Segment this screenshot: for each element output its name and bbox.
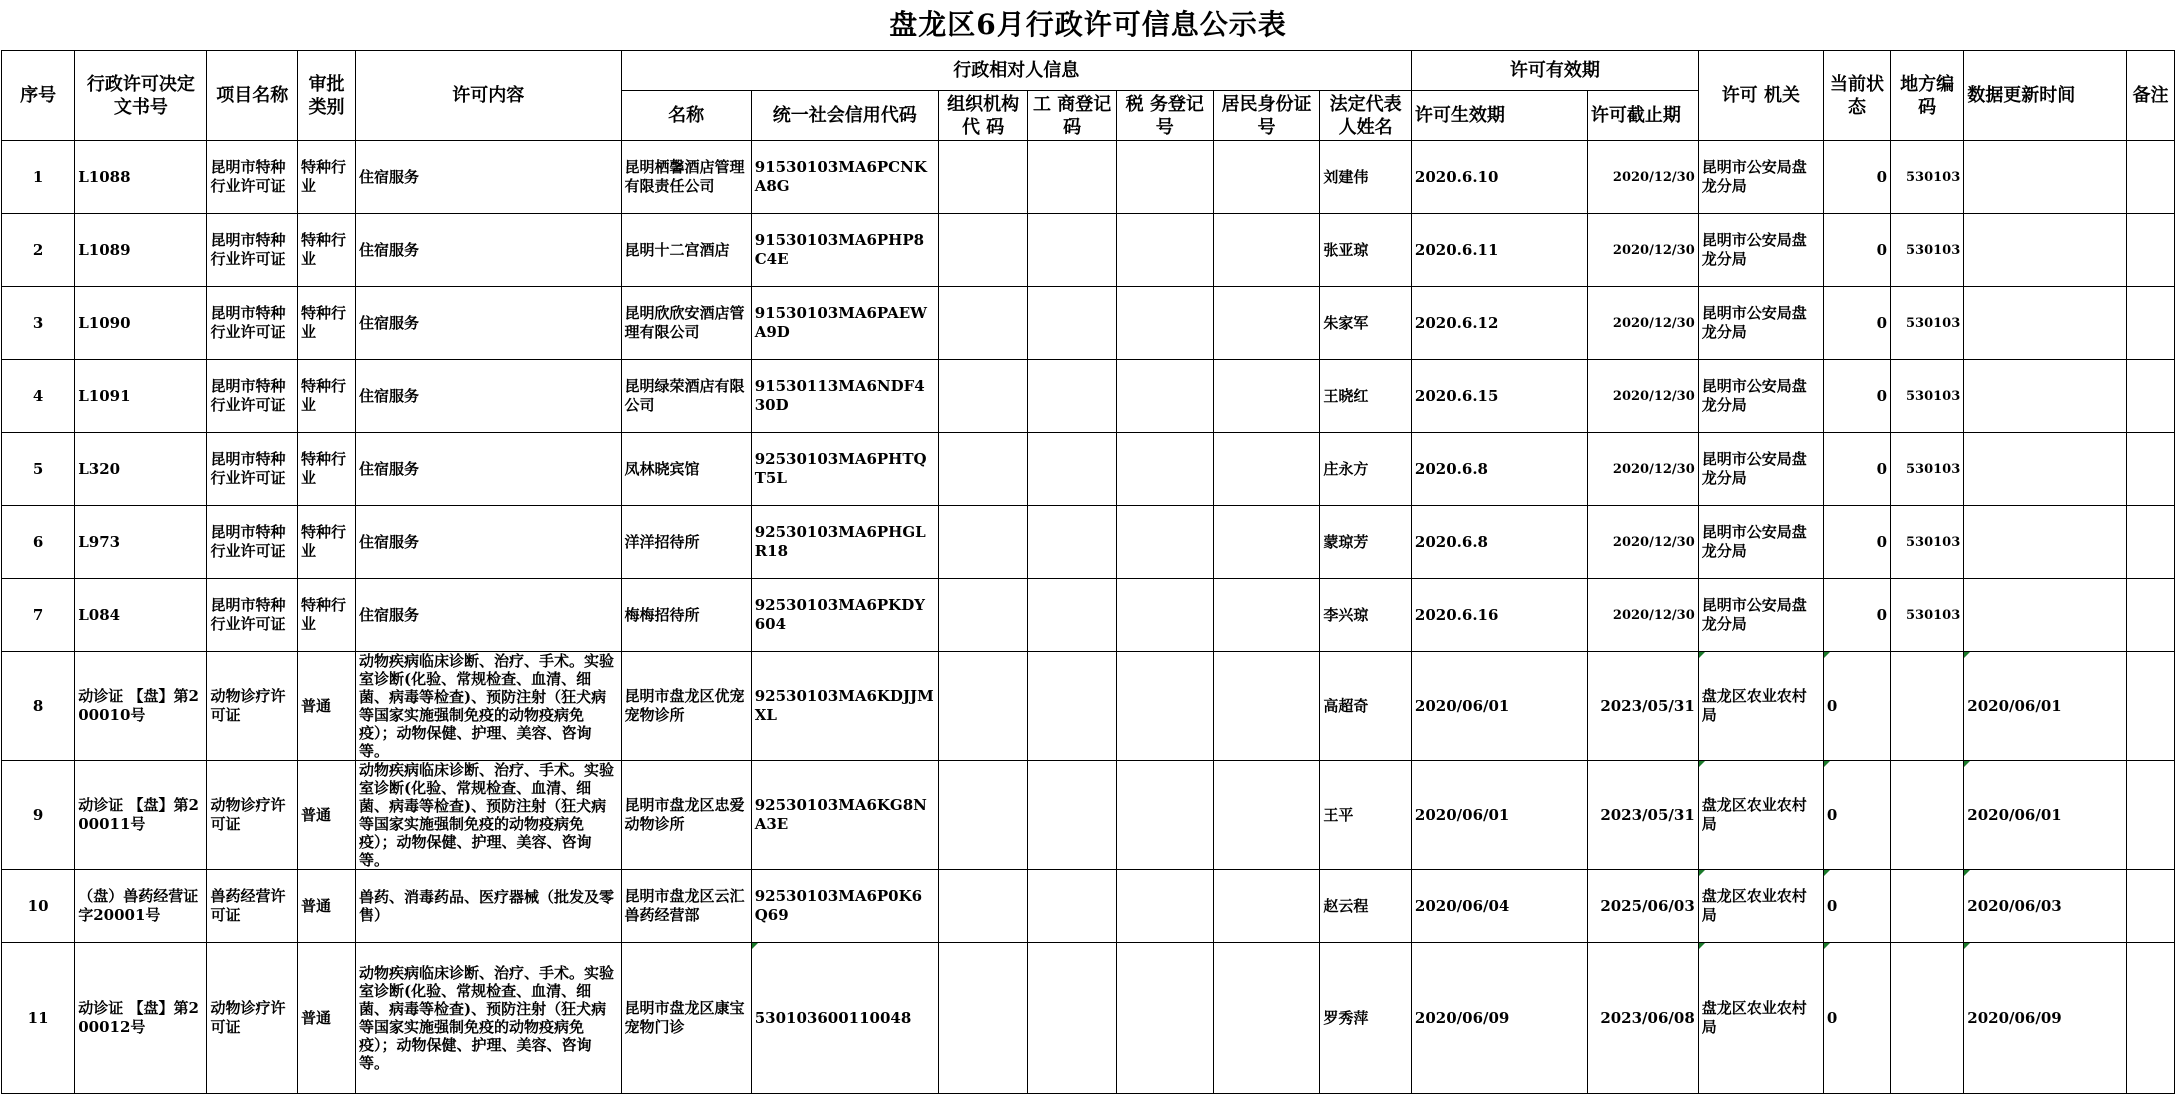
cell-authority[interactable]: 昆明市公安局盘龙分局 <box>1698 360 1823 433</box>
cell-decision-no[interactable]: L084 <box>75 579 207 652</box>
cell-end[interactable]: 2020/12/30 <box>1587 579 1698 652</box>
cell-decision-no[interactable]: （盘）兽药经营证字20001号 <box>75 870 207 943</box>
cell-seq[interactable]: 1 <box>2 141 75 214</box>
cell-name[interactable]: 凤林晓宾馆 <box>621 433 751 506</box>
cell-seq[interactable]: 8 <box>2 652 75 761</box>
cell-start[interactable]: 2020.6.8 <box>1411 506 1587 579</box>
cell-decision-no[interactable]: L1089 <box>75 214 207 287</box>
cell-org-code[interactable] <box>938 761 1028 870</box>
cell-authority[interactable]: 昆明市公安局盘龙分局 <box>1698 214 1823 287</box>
cell-region[interactable]: 530103 <box>1891 579 1964 652</box>
cell-updated[interactable] <box>1964 141 2127 214</box>
cell-authority[interactable]: 盘龙区农业农村局 <box>1698 761 1823 870</box>
cell-end[interactable]: 2020/12/30 <box>1587 287 1698 360</box>
cell-approval-type[interactable]: 普通 <box>298 870 356 943</box>
cell-remark[interactable] <box>2127 506 2175 579</box>
cell-item-name[interactable]: 动物诊疗许可证 <box>207 761 298 870</box>
table-row <box>2 360 2175 433</box>
header-legal-rep: 法定代表人姓名 <box>1320 91 1412 141</box>
header-tax-reg: 税 务登记号 <box>1116 91 1213 141</box>
cell-name[interactable]: 昆明欣欣安酒店管理有限公司 <box>621 287 751 360</box>
cell-region[interactable]: 530103 <box>1891 141 1964 214</box>
cell-remark[interactable] <box>2127 141 2175 214</box>
cell-region[interactable] <box>1891 652 1964 761</box>
header-start: 许可生效期 <box>1411 91 1587 141</box>
table-row <box>2 141 2175 214</box>
cell-id-no[interactable] <box>1213 579 1320 652</box>
cell-status[interactable]: 0 <box>1823 652 1890 761</box>
cell-decision-no[interactable]: L973 <box>75 506 207 579</box>
cell-end[interactable]: 2023/05/31 <box>1587 652 1698 761</box>
header-validity-group: 许可有效期 <box>1411 51 1698 91</box>
cell-credit-code[interactable]: 92530103MA6KG8NA3E <box>751 761 938 870</box>
cell-seq[interactable]: 10 <box>2 870 75 943</box>
cell-biz-reg[interactable] <box>1028 870 1117 943</box>
cell-org-code[interactable] <box>938 943 1028 1094</box>
cell-updated[interactable]: 2020/06/01 <box>1964 652 2127 761</box>
header-status: 当前状态 <box>1823 51 1890 141</box>
cell-seq[interactable]: 6 <box>2 506 75 579</box>
cell-authority[interactable]: 昆明市公安局盘龙分局 <box>1698 141 1823 214</box>
cell-status[interactable]: 0 <box>1823 870 1890 943</box>
cell-name[interactable]: 昆明栖馨酒店管理有限责任公司 <box>621 141 751 214</box>
header-updated: 数据更新时间 <box>1964 51 2127 141</box>
cell-content[interactable]: 动物疾病临床诊断、治疗、手术。实验室诊断(化验、常规检查、血清、细菌、病毒等检查)、预防注射（狂犬病等国家实施强制免疫的动物疫病免疫）；动物保健、护理、美容、咨询等。 <box>356 652 622 761</box>
cell-tax-reg[interactable] <box>1116 652 1213 761</box>
cell-credit-code[interactable]: 91530113MA6NDF430D <box>751 360 938 433</box>
cell-end[interactable]: 2023/06/08 <box>1587 943 1698 1094</box>
cell-status[interactable]: 0 <box>1823 214 1890 287</box>
cell-id-no[interactable] <box>1213 433 1320 506</box>
cell-updated[interactable]: 2020/06/01 <box>1964 761 2127 870</box>
cell-status[interactable]: 0 <box>1823 141 1890 214</box>
cell-remark[interactable] <box>2127 943 2175 1094</box>
cell-biz-reg[interactable] <box>1028 761 1117 870</box>
table-row <box>2 943 2175 1094</box>
cell-remark[interactable] <box>2127 870 2175 943</box>
cell-content[interactable]: 住宿服务 <box>356 433 622 506</box>
cell-updated[interactable] <box>1964 360 2127 433</box>
cell-updated[interactable] <box>1964 287 2127 360</box>
header-authority: 许可 机关 <box>1698 51 1823 141</box>
cell-remark[interactable] <box>2127 579 2175 652</box>
cell-legal-rep[interactable]: 王晓红 <box>1320 360 1412 433</box>
cell-region[interactable]: 530103 <box>1891 506 1964 579</box>
cell-decision-no[interactable]: L320 <box>75 433 207 506</box>
header-id-no: 居民身份证号 <box>1213 91 1320 141</box>
cell-legal-rep[interactable]: 李兴琼 <box>1320 579 1412 652</box>
cell-org-code[interactable] <box>938 141 1028 214</box>
cell-credit-code[interactable]: 91530103MA6PAEWA9D <box>751 287 938 360</box>
cell-approval-type[interactable]: 特种行业 <box>298 141 356 214</box>
cell-remark[interactable] <box>2127 761 2175 870</box>
header-name: 名称 <box>621 91 751 141</box>
cell-start[interactable]: 2020.6.12 <box>1411 287 1587 360</box>
cell-approval-type[interactable]: 普通 <box>298 652 356 761</box>
cell-credit-code[interactable]: 92530103MA6PHGLR18 <box>751 506 938 579</box>
cell-start[interactable]: 2020.6.8 <box>1411 433 1587 506</box>
cell-decision-no[interactable]: L1090 <box>75 287 207 360</box>
cell-remark[interactable] <box>2127 214 2175 287</box>
cell-start[interactable]: 2020/06/01 <box>1411 652 1587 761</box>
cell-region[interactable] <box>1891 870 1964 943</box>
cell-authority[interactable]: 盘龙区农业农村局 <box>1698 943 1823 1094</box>
cell-tax-reg[interactable] <box>1116 506 1213 579</box>
cell-item-name[interactable]: 昆明市特种行业许可证 <box>207 214 298 287</box>
cell-biz-reg[interactable] <box>1028 506 1117 579</box>
cell-org-code[interactable] <box>938 870 1028 943</box>
cell-updated[interactable] <box>1964 433 2127 506</box>
table-row <box>2 506 2175 579</box>
header-counterpart-group: 行政相对人信息 <box>621 51 1411 91</box>
cell-updated[interactable] <box>1964 214 2127 287</box>
table-row <box>2 214 2175 287</box>
cell-decision-no[interactable]: 动诊证 【盘】第200010号 <box>75 652 207 761</box>
cell-tax-reg[interactable] <box>1116 433 1213 506</box>
header-end: 许可截止期 <box>1587 91 1698 141</box>
cell-start[interactable]: 2020/06/04 <box>1411 870 1587 943</box>
table-row <box>2 652 2175 761</box>
cell-item-name[interactable]: 昆明市特种行业许可证 <box>207 506 298 579</box>
cell-status[interactable]: 0 <box>1823 433 1890 506</box>
header-approval-type: 审批类别 <box>298 51 356 141</box>
cell-credit-code[interactable]: 530103600110048 <box>751 943 938 1094</box>
table-row <box>2 579 2175 652</box>
cell-seq[interactable]: 5 <box>2 433 75 506</box>
cell-name[interactable]: 梅梅招待所 <box>621 579 751 652</box>
cell-start[interactable]: 2020.6.15 <box>1411 360 1587 433</box>
cell-biz-reg[interactable] <box>1028 433 1117 506</box>
header-content: 许可内容 <box>356 51 622 141</box>
cell-content[interactable]: 住宿服务 <box>356 141 622 214</box>
cell-content[interactable]: 动物疾病临床诊断、治疗、手术。实验室诊断(化验、常规检查、血清、细菌、病毒等检查)、预防注射（狂犬病等国家实施强制免疫的动物疫病免疫）；动物保健、护理、美容、咨询等。 <box>356 943 622 1094</box>
cell-approval-type[interactable]: 普通 <box>298 943 356 1094</box>
cell-seq[interactable]: 3 <box>2 287 75 360</box>
cell-content[interactable]: 住宿服务 <box>356 506 622 579</box>
cell-seq[interactable]: 7 <box>2 579 75 652</box>
cell-decision-no[interactable]: 动诊证 【盘】第200011号 <box>75 761 207 870</box>
cell-biz-reg[interactable] <box>1028 141 1117 214</box>
cell-end[interactable]: 2025/06/03 <box>1587 870 1698 943</box>
cell-id-no[interactable] <box>1213 360 1320 433</box>
cell-end[interactable]: 2020/12/30 <box>1587 360 1698 433</box>
cell-tax-reg[interactable] <box>1116 870 1213 943</box>
cell-item-name[interactable]: 动物诊疗许可证 <box>207 652 298 761</box>
cell-start[interactable]: 2020.6.16 <box>1411 579 1587 652</box>
cell-id-no[interactable] <box>1213 141 1320 214</box>
cell-region[interactable]: 530103 <box>1891 433 1964 506</box>
cell-decision-no[interactable]: L1091 <box>75 360 207 433</box>
cell-status[interactable]: 0 <box>1823 506 1890 579</box>
cell-approval-type[interactable]: 特种行业 <box>298 360 356 433</box>
cell-start[interactable]: 2020/06/09 <box>1411 943 1587 1094</box>
cell-content[interactable]: 住宿服务 <box>356 360 622 433</box>
cell-end[interactable]: 2020/12/30 <box>1587 214 1698 287</box>
cell-credit-code[interactable]: 92530103MA6KDJJMXL <box>751 652 938 761</box>
table-row <box>2 287 2175 360</box>
cell-id-no[interactable] <box>1213 287 1320 360</box>
cell-org-code[interactable] <box>938 360 1028 433</box>
cell-credit-code[interactable]: 91530103MA6PCNKA8G <box>751 141 938 214</box>
cell-seq[interactable]: 11 <box>2 943 75 1094</box>
cell-authority[interactable]: 昆明市公安局盘龙分局 <box>1698 506 1823 579</box>
cell-status[interactable]: 0 <box>1823 360 1890 433</box>
cell-approval-type[interactable]: 特种行业 <box>298 506 356 579</box>
cell-name[interactable]: 昆明市盘龙区云汇兽药经营部 <box>621 870 751 943</box>
cell-id-no[interactable] <box>1213 943 1320 1094</box>
header-biz-reg: 工 商登记码 <box>1028 91 1117 141</box>
cell-legal-rep[interactable]: 王平 <box>1320 761 1412 870</box>
cell-region[interactable] <box>1891 943 1964 1094</box>
cell-remark[interactable] <box>2127 360 2175 433</box>
cell-credit-code[interactable]: 92530103MA6P0K6Q69 <box>751 870 938 943</box>
cell-tax-reg[interactable] <box>1116 141 1213 214</box>
cell-status[interactable]: 0 <box>1823 579 1890 652</box>
cell-approval-type[interactable]: 特种行业 <box>298 214 356 287</box>
cell-credit-code[interactable]: 92530103MA6PKDY604 <box>751 579 938 652</box>
cell-legal-rep[interactable]: 罗秀萍 <box>1320 943 1412 1094</box>
cell-end[interactable]: 2020/12/30 <box>1587 141 1698 214</box>
cell-legal-rep[interactable]: 朱家军 <box>1320 287 1412 360</box>
cell-approval-type[interactable]: 特种行业 <box>298 579 356 652</box>
cell-tax-reg[interactable] <box>1116 943 1213 1094</box>
cell-content[interactable]: 兽药、消毒药品、医疗器械（批发及零售） <box>356 870 622 943</box>
cell-biz-reg[interactable] <box>1028 360 1117 433</box>
cell-id-no[interactable] <box>1213 652 1320 761</box>
cell-tax-reg[interactable] <box>1116 214 1213 287</box>
cell-content[interactable]: 住宿服务 <box>356 579 622 652</box>
cell-seq[interactable]: 9 <box>2 761 75 870</box>
cell-seq[interactable]: 2 <box>2 214 75 287</box>
cell-seq[interactable]: 4 <box>2 360 75 433</box>
cell-legal-rep[interactable]: 庄永方 <box>1320 433 1412 506</box>
cell-status[interactable]: 0 <box>1823 943 1890 1094</box>
cell-legal-rep[interactable]: 刘建伟 <box>1320 141 1412 214</box>
cell-item-name[interactable]: 昆明市特种行业许可证 <box>207 433 298 506</box>
cell-item-name[interactable]: 昆明市特种行业许可证 <box>207 287 298 360</box>
cell-credit-code[interactable]: 91530103MA6PHP8C4E <box>751 214 938 287</box>
cell-name[interactable]: 昆明十二宫酒店 <box>621 214 751 287</box>
cell-approval-type[interactable]: 普通 <box>298 761 356 870</box>
cell-biz-reg[interactable] <box>1028 287 1117 360</box>
cell-remark[interactable] <box>2127 287 2175 360</box>
cell-content[interactable]: 住宿服务 <box>356 214 622 287</box>
cell-item-name[interactable]: 动物诊疗许可证 <box>207 943 298 1094</box>
cell-biz-reg[interactable] <box>1028 214 1117 287</box>
cell-tax-reg[interactable] <box>1116 761 1213 870</box>
cell-tax-reg[interactable] <box>1116 360 1213 433</box>
cell-decision-no[interactable]: 动诊证 【盘】第200012号 <box>75 943 207 1094</box>
cell-authority[interactable]: 昆明市公安局盘龙分局 <box>1698 287 1823 360</box>
cell-status[interactable]: 0 <box>1823 761 1890 870</box>
cell-org-code[interactable] <box>938 579 1028 652</box>
cell-approval-type[interactable]: 特种行业 <box>298 433 356 506</box>
cell-approval-type[interactable]: 特种行业 <box>298 287 356 360</box>
cell-name[interactable]: 昆明市盘龙区康宝宠物门诊 <box>621 943 751 1094</box>
cell-end[interactable]: 2023/05/31 <box>1587 761 1698 870</box>
cell-legal-rep[interactable]: 张亚琼 <box>1320 214 1412 287</box>
cell-region[interactable]: 530103 <box>1891 287 1964 360</box>
cell-status[interactable]: 0 <box>1823 287 1890 360</box>
header-credit-code: 统一社会信用代码 <box>751 91 938 141</box>
cell-item-name[interactable]: 兽药经营许可证 <box>207 870 298 943</box>
permit-table <box>1 50 2175 1094</box>
cell-decision-no[interactable]: L1088 <box>75 141 207 214</box>
cell-authority[interactable]: 昆明市公安局盘龙分局 <box>1698 579 1823 652</box>
cell-name[interactable]: 昆明市盘龙区忠爱动物诊所 <box>621 761 751 870</box>
cell-start[interactable]: 2020.6.11 <box>1411 214 1587 287</box>
cell-legal-rep[interactable]: 赵云程 <box>1320 870 1412 943</box>
cell-item-name[interactable]: 昆明市特种行业许可证 <box>207 579 298 652</box>
cell-item-name[interactable]: 昆明市特种行业许可证 <box>207 360 298 433</box>
cell-updated[interactable]: 2020/06/09 <box>1964 943 2127 1094</box>
cell-region[interactable] <box>1891 761 1964 870</box>
cell-name[interactable]: 昆明市盘龙区优宠宠物诊所 <box>621 652 751 761</box>
cell-name[interactable]: 洋洋招待所 <box>621 506 751 579</box>
cell-org-code[interactable] <box>938 652 1028 761</box>
cell-start[interactable]: 2020.6.10 <box>1411 141 1587 214</box>
cell-name[interactable]: 昆明绿荣酒店有限公司 <box>621 360 751 433</box>
cell-legal-rep[interactable]: 高超奇 <box>1320 652 1412 761</box>
cell-item-name[interactable]: 昆明市特种行业许可证 <box>207 141 298 214</box>
cell-region[interactable]: 530103 <box>1891 360 1964 433</box>
cell-id-no[interactable] <box>1213 506 1320 579</box>
header-item-name: 项目名称 <box>207 51 298 141</box>
cell-legal-rep[interactable]: 蒙琼芳 <box>1320 506 1412 579</box>
cell-updated[interactable] <box>1964 579 2127 652</box>
cell-authority[interactable]: 盘龙区农业农村局 <box>1698 652 1823 761</box>
header-org-code: 组织机构代 码 <box>938 91 1028 141</box>
cell-end[interactable]: 2020/12/30 <box>1587 506 1698 579</box>
cell-id-no[interactable] <box>1213 870 1320 943</box>
cell-id-no[interactable] <box>1213 214 1320 287</box>
table-row <box>2 870 2175 943</box>
cell-authority[interactable]: 昆明市公安局盘龙分局 <box>1698 433 1823 506</box>
cell-region[interactable]: 530103 <box>1891 214 1964 287</box>
cell-updated[interactable]: 2020/06/03 <box>1964 870 2127 943</box>
cell-content[interactable]: 住宿服务 <box>356 287 622 360</box>
cell-biz-reg[interactable] <box>1028 579 1117 652</box>
cell-org-code[interactable] <box>938 506 1028 579</box>
cell-remark[interactable] <box>2127 652 2175 761</box>
header-remark: 备注 <box>2127 51 2175 141</box>
header-decision-no: 行政许可决定文书号 <box>75 51 207 141</box>
cell-credit-code[interactable]: 92530103MA6PHTQT5L <box>751 433 938 506</box>
cell-end[interactable]: 2020/12/30 <box>1587 433 1698 506</box>
cell-updated[interactable] <box>1964 506 2127 579</box>
cell-biz-reg[interactable] <box>1028 652 1117 761</box>
cell-remark[interactable] <box>2127 433 2175 506</box>
cell-org-code[interactable] <box>938 287 1028 360</box>
table-row <box>2 761 2175 870</box>
cell-tax-reg[interactable] <box>1116 579 1213 652</box>
cell-org-code[interactable] <box>938 214 1028 287</box>
cell-biz-reg[interactable] <box>1028 943 1117 1094</box>
page-title: 盘龙区6月行政许可信息公示表 <box>889 8 1287 41</box>
header-seq: 序号 <box>2 51 75 141</box>
cell-authority[interactable]: 盘龙区农业农村局 <box>1698 870 1823 943</box>
header-region: 地方编码 <box>1891 51 1964 141</box>
cell-id-no[interactable] <box>1213 761 1320 870</box>
cell-tax-reg[interactable] <box>1116 287 1213 360</box>
cell-org-code[interactable] <box>938 433 1028 506</box>
cell-content[interactable]: 动物疾病临床诊断、治疗、手术。实验室诊断(化验、常规检查、血清、细菌、病毒等检查)、预防注射（狂犬病等国家实施强制免疫的动物疫病免疫）；动物保健、护理、美容、咨询等。 <box>356 761 622 870</box>
cell-start[interactable]: 2020/06/01 <box>1411 761 1587 870</box>
table-row <box>2 433 2175 506</box>
